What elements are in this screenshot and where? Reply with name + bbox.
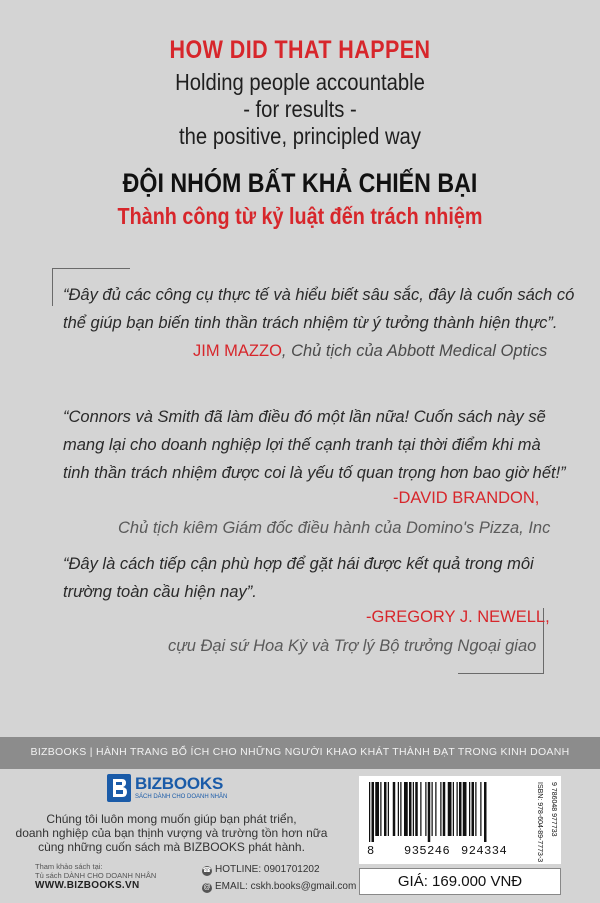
english-tagline-3: the positive, principled way xyxy=(179,123,421,149)
reference-line-2: Tủ sách DÀNH CHO DOANH NHÂN xyxy=(35,871,157,880)
english-tagline-1: Holding people accountable xyxy=(175,69,425,95)
footer-band-text: BIZBOOKS | HÀNH TRANG BỔ ÍCH CHO NHỮNG NGƯỜI KHAO KHÁT THÀNH ĐẠT TRONG KINH DOANH xyxy=(30,746,570,758)
ean-barcode xyxy=(367,782,527,842)
barcode-bar xyxy=(425,782,426,836)
barcode-bar xyxy=(380,782,381,836)
barcode-bar xyxy=(393,782,396,836)
logo-tagline: SÁCH DÀNH CHO DOANH NHÂN xyxy=(135,794,228,800)
isbn-text: ISBN: 978-604-89-7773-3 xyxy=(536,782,543,863)
barcode-bar xyxy=(420,782,421,836)
vietnamese-title: ĐỘI NHÓM BẤT KHẢ CHIẾN BẠI xyxy=(122,168,478,198)
barcode-bar xyxy=(453,782,454,836)
bizbooks-logo-icon xyxy=(107,774,131,802)
barcode-bar xyxy=(415,782,418,836)
barcode-bar xyxy=(463,782,467,836)
logo-wordmark: BIZBOOKS xyxy=(135,774,224,793)
barcode-bar xyxy=(469,782,470,836)
barcode-bar xyxy=(384,782,387,836)
email-icon: @ xyxy=(203,884,211,891)
barcode-bar xyxy=(413,782,414,836)
barcode-bar xyxy=(432,782,433,836)
quote-3-attribution xyxy=(366,608,550,627)
barcode-bar xyxy=(375,782,379,836)
quote-2-attribution xyxy=(393,489,539,508)
phone-icon: ☎ xyxy=(202,867,212,874)
quote-1-author: JIM MAZZO xyxy=(193,342,282,360)
quote-1-attribution xyxy=(193,342,547,361)
website-link[interactable]: WWW.BIZBOOKS.VN xyxy=(35,880,140,891)
quote-3-line-1: “Đây là cách tiếp cận phù hợp để gặt hái được kết quả trong môi xyxy=(63,555,534,573)
barcode-bar xyxy=(369,782,370,842)
english-tagline-2: - for results - xyxy=(243,96,357,122)
english-title: HOW DID THAT HAPPEN xyxy=(169,36,431,64)
quote-1-line-2: thể giúp bạn biến tinh thần trách nhiệm từ ý tưởng thành hiện thực”. xyxy=(63,314,558,332)
price-box xyxy=(359,868,561,895)
quote-3-role: cựu Đại sứ Hoa Kỳ và Trợ lý Bộ trưởng Ngoại giao xyxy=(168,637,537,655)
bizbooks-logo xyxy=(107,773,228,807)
email-text: EMAIL: cskh.books@gmail.com xyxy=(215,881,357,892)
price: GIÁ: 169.000 VNĐ xyxy=(397,873,523,890)
barcode-bar xyxy=(448,782,452,836)
quote-2-line-3: tinh thần trách nhiệm được coi là yếu tố quan trọng hơn bao giờ hết!” xyxy=(63,464,566,482)
quote-2-line-1: “Connors và Smith đã làm điều đó một lần nữa! Cuốn sách này sẽ xyxy=(63,408,546,426)
barcode-bar xyxy=(404,782,408,836)
quote-3-author: -GREGORY J. NEWELL, xyxy=(366,608,550,626)
barcode-bar xyxy=(484,782,487,842)
barcode-bar xyxy=(428,782,431,842)
promo-line-2: doanh nghiệp của bạn thịnh vượng và trường tồn hơn nữa xyxy=(15,826,328,840)
quote-2-role: Chủ tịch kiêm Giám đốc điều hành của Domino's Pizza, Inc xyxy=(118,519,551,537)
hotline-text: HOTLINE: 0901701202 xyxy=(215,864,320,875)
promo-line-1: Chúng tôi luôn mong muốn giúp bạn phát triển, xyxy=(46,812,297,826)
hotline xyxy=(202,864,320,876)
barcode-bar xyxy=(475,782,476,836)
barcode-bar xyxy=(457,782,458,836)
isbn-barcode-text: 9 786048 977733 xyxy=(550,782,557,837)
quote-3-line-2: trường toàn cầu hiện nay”. xyxy=(63,583,257,601)
barcode-bar xyxy=(435,782,436,836)
promo-line-3: cùng những cuốn sách mà BIZBOOKS phát hành. xyxy=(38,840,305,854)
vietnamese-subtitle: Thành công từ kỷ luật đến trách nhiệm xyxy=(117,203,483,229)
barcode-bar xyxy=(480,782,481,836)
email xyxy=(202,881,356,893)
barcode-digits-mid: 935246 xyxy=(404,844,451,858)
quote-2-author: -DAVID BRANDON, xyxy=(393,489,540,507)
quote-2-line-2: mang lại cho doanh nghiệp lợi thế cạnh tranh tại thời điểm khi mà xyxy=(63,436,541,454)
quote-1-role: , Chủ tịch của Abbott Medical Optics xyxy=(281,342,548,360)
barcode-digit-left: 8 xyxy=(367,844,375,858)
barcode-bar xyxy=(409,782,412,836)
quote-1-line-1: “Đây đủ các công cụ thực tế và hiểu biết sâu sắc, đây là cuốn sách có xyxy=(63,286,575,304)
barcode-bar xyxy=(443,782,446,836)
reference-line-1: Tham khảo sách tại: xyxy=(35,862,103,871)
barcode-bar xyxy=(459,782,462,836)
barcode-bar xyxy=(372,782,375,842)
barcode-digits-right: 924334 xyxy=(461,844,508,858)
barcode-bar xyxy=(440,782,441,836)
barcode-bar xyxy=(388,782,389,836)
barcode-panel xyxy=(359,776,561,864)
barcode-bar xyxy=(400,782,401,836)
barcode-bar xyxy=(472,782,475,836)
barcode-bar xyxy=(398,782,399,836)
